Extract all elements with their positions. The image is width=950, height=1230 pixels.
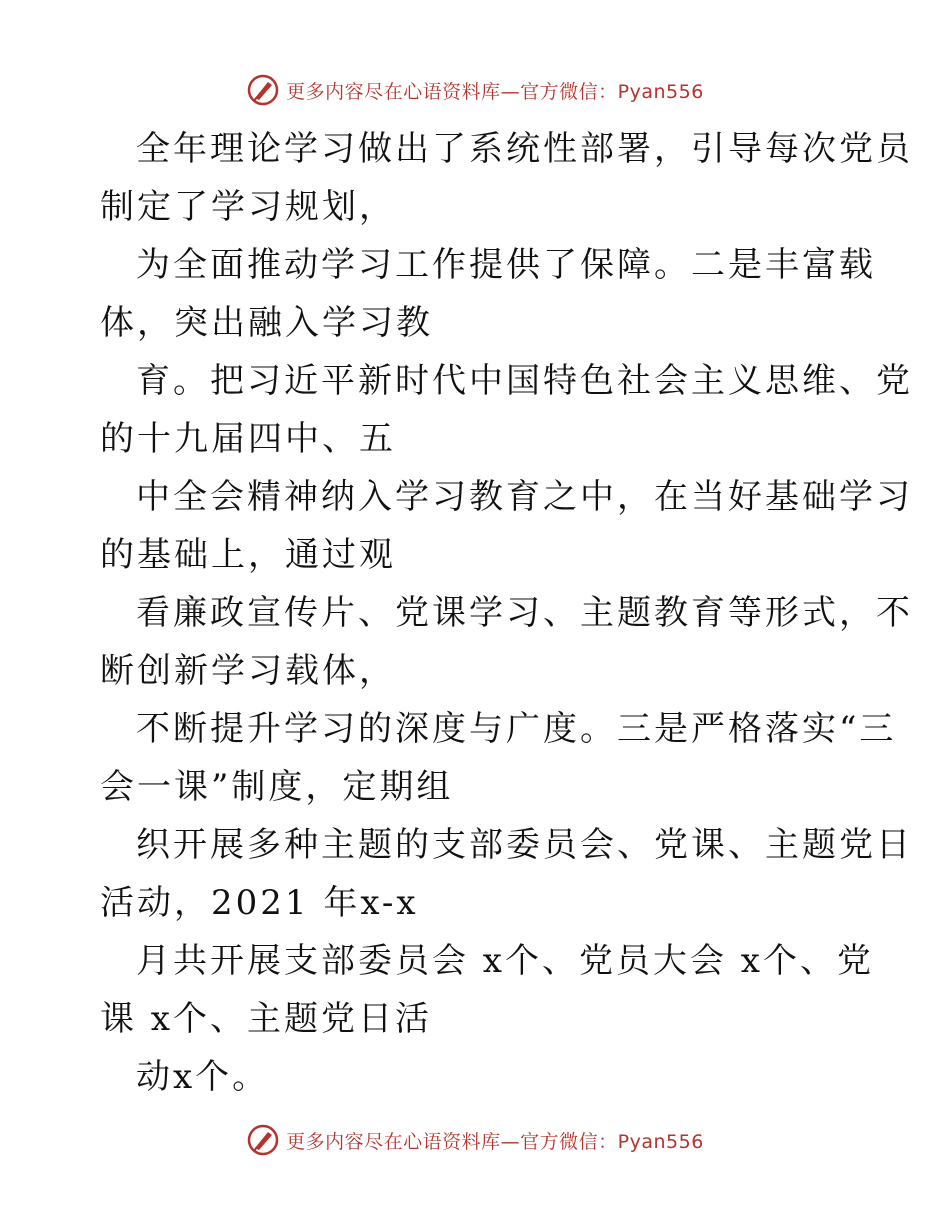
header-watermark [0, 70, 950, 110]
text-line: 会一课”制度，定期组 [100, 767, 454, 807]
text-line: 课 x个、主题党日活 [100, 999, 432, 1039]
footer-watermark [0, 1120, 950, 1160]
text-line: 中全会精神纳入学习教育之中，在当好基础学习 [136, 477, 913, 517]
text-line: 为全面推动学习工作提供了保障。二是丰富载 [136, 245, 876, 285]
text-line: 织开展多种主题的支部委员会、党课、主题党日 [136, 825, 913, 865]
text-line: 体，突出融入学习教 [100, 303, 433, 343]
text-line: 的十九届四中、五 [100, 419, 396, 459]
text-line: 月共开展支部委员会 x个、党员大会 x个、党 [136, 941, 874, 981]
text-line: 育。把习近平新时代中国特色社会主义思维、党 [136, 361, 913, 401]
text-line: 断创新学习载体， [100, 651, 396, 691]
quill-pen-logo-icon [246, 73, 280, 107]
text-line: 看廉政宣传片、党课学习、主题教育等形式，不 [136, 593, 913, 633]
text-line: 的基础上，通过观 [100, 535, 396, 575]
footer-watermark-text: 更多内容尽在心语资料库—官方微信：Pyan556 [286, 1130, 704, 1153]
document-body [100, 120, 913, 1106]
text-line: 全年理论学习做出了系统性部署，引导每次党员 [136, 129, 913, 169]
header-watermark-text: 更多内容尽在心语资料库—官方微信：Pyan556 [286, 80, 704, 103]
text-line: 活动，2021 年x-x [100, 883, 419, 923]
text-line: 不断提升学习的深度与广度。三是严格落实“三 [136, 709, 897, 749]
text-line: 动x个。 [136, 1057, 270, 1097]
quill-pen-logo-icon [246, 1123, 280, 1157]
text-line: 制定了学习规划， [100, 187, 396, 227]
paragraph [100, 120, 913, 1106]
